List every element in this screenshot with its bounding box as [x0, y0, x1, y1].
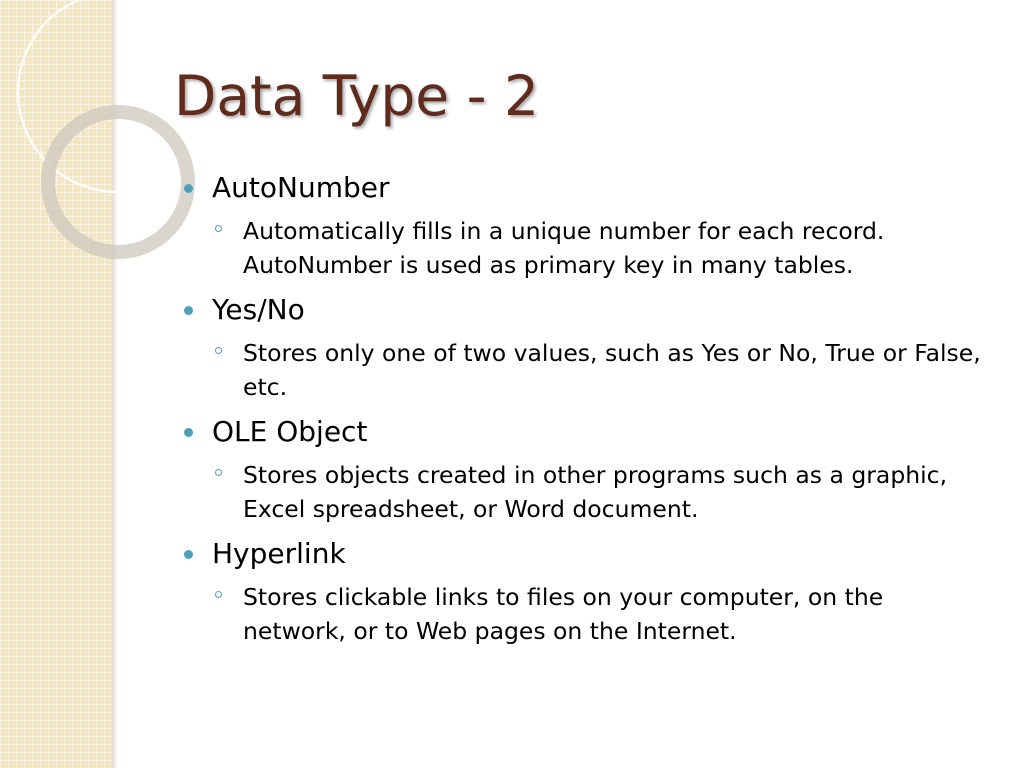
sub-item: [212, 214, 990, 282]
list-item-yes-no: [180, 290, 990, 404]
sub-item: [212, 336, 990, 404]
filled-circle-bullet-icon: [184, 550, 193, 559]
list-item-hyperlink: [180, 534, 990, 648]
decor-ring-small: [48, 112, 188, 252]
list-item-ole-object: [180, 412, 990, 526]
sub-item: [212, 580, 990, 648]
item-description: Stores only one of two values, such as Yes or No, True or False, etc.: [243, 339, 981, 401]
decorative-rings: [0, 0, 200, 300]
hollow-circle-bullet-icon: [215, 347, 222, 354]
hollow-circle-bullet-icon: [215, 225, 222, 232]
item-heading: AutoNumber: [212, 171, 390, 204]
bullet-list: [180, 168, 990, 656]
filled-circle-bullet-icon: [184, 184, 193, 193]
sub-item: [212, 458, 990, 526]
item-description: Stores objects created in other programs such as a graphic, Excel spreadsheet, or Word document.: [243, 461, 948, 523]
filled-circle-bullet-icon: [184, 428, 193, 437]
list-item-autonumber: [180, 168, 990, 282]
item-description: Automatically fills in a unique number for each record. AutoNumber is used as primary key in many tables.: [243, 217, 885, 279]
hollow-circle-bullet-icon: [215, 591, 222, 598]
hollow-circle-bullet-icon: [215, 469, 222, 476]
item-description: Stores clickable links to files on your computer, on the network, or to Web pages on the Internet.: [243, 583, 884, 645]
item-heading: OLE Object: [212, 415, 368, 448]
filled-circle-bullet-icon: [184, 306, 193, 315]
item-heading: Hyperlink: [212, 537, 346, 570]
slide-title: Data Type - 2: [174, 64, 539, 128]
item-heading: Yes/No: [212, 293, 305, 326]
